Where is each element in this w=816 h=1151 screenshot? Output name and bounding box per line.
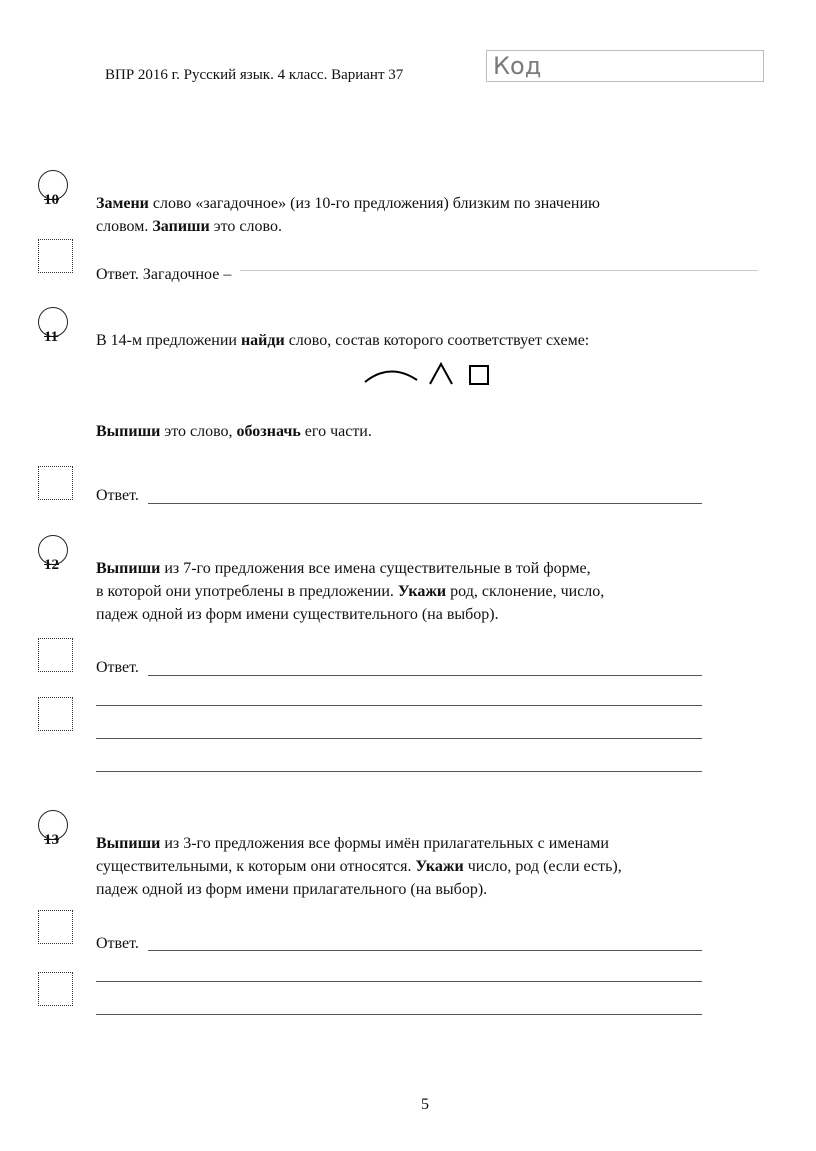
answer-line[interactable] — [96, 771, 702, 772]
task-text-line: падеж одной из форм имени прилагательного (на выбор). — [96, 881, 488, 898]
task-text-line: В 14-м предложении найди слово, состав которого соответствует схеме: — [96, 332, 590, 349]
bold-instruction: Запиши — [152, 218, 210, 235]
task-text-line: Выпиши из 3-го предложения все формы имён прилагательных с именами — [96, 835, 609, 852]
bold-instruction: Укажи — [397, 583, 447, 600]
task-number: 12 — [44, 557, 59, 573]
answer-line[interactable] — [96, 738, 702, 739]
task-number: 11 — [44, 329, 59, 345]
task-text-line: падеж одной из форм имени существительного (на выбор). — [96, 606, 499, 623]
answer-label: Ответ. — [96, 487, 139, 504]
score-box[interactable] — [38, 239, 73, 273]
answer-label: Ответ. Загадочное – — [96, 266, 232, 283]
answer-line[interactable] — [148, 950, 702, 951]
answer-line[interactable] — [96, 981, 702, 982]
score-box[interactable] — [38, 697, 73, 731]
suffix-caret-icon — [430, 364, 452, 384]
bold-instruction: обозначь — [236, 423, 301, 440]
code-field[interactable] — [486, 50, 764, 82]
page-number: 5 — [421, 1096, 429, 1113]
task-number: 13 — [44, 832, 59, 848]
ending-square-icon — [470, 366, 488, 384]
score-box[interactable] — [38, 638, 73, 672]
task-text-line: словом. Запиши это слово. — [96, 218, 282, 235]
word-scheme — [362, 360, 497, 390]
answer-label: Ответ. — [96, 935, 139, 952]
bold-instruction: Замени — [96, 195, 149, 212]
task-text-line: в которой они употреблены в предложении. Укажи род, склонение, число, — [96, 583, 605, 600]
code-label: Код — [493, 52, 542, 80]
bold-instruction: Выпиши — [96, 835, 161, 852]
answer-line[interactable] — [240, 270, 758, 271]
answer-label: Ответ. — [96, 659, 139, 676]
task-number: 10 — [44, 192, 59, 208]
score-box[interactable] — [38, 910, 73, 944]
answer-line[interactable] — [148, 503, 702, 504]
answer-line[interactable] — [96, 705, 702, 706]
score-box[interactable] — [38, 466, 73, 500]
bold-instruction: Выпиши — [96, 423, 161, 440]
bold-instruction: найди — [240, 332, 285, 349]
task-text-line: Выпиши это слово, обозначь его части. — [96, 423, 372, 440]
answer-line[interactable] — [96, 1014, 702, 1015]
root-arc-icon — [365, 371, 417, 382]
task-text-line: существительными, к которым они относятся. Укажи число, род (если есть), — [96, 858, 622, 875]
bold-instruction: Укажи — [415, 858, 464, 875]
task-text-line: Выпиши из 7-го предложения все имена существительные в той форме, — [96, 560, 591, 577]
header-title: ВПР 2016 г. Русский язык. 4 класс. Вариант 37 — [105, 67, 404, 83]
bold-instruction: Выпиши — [96, 560, 161, 577]
score-box[interactable] — [38, 972, 73, 1006]
task-text-line: Замени слово «загадочное» (из 10-го предложения) близким по значению — [96, 195, 600, 212]
answer-line[interactable] — [148, 675, 702, 676]
